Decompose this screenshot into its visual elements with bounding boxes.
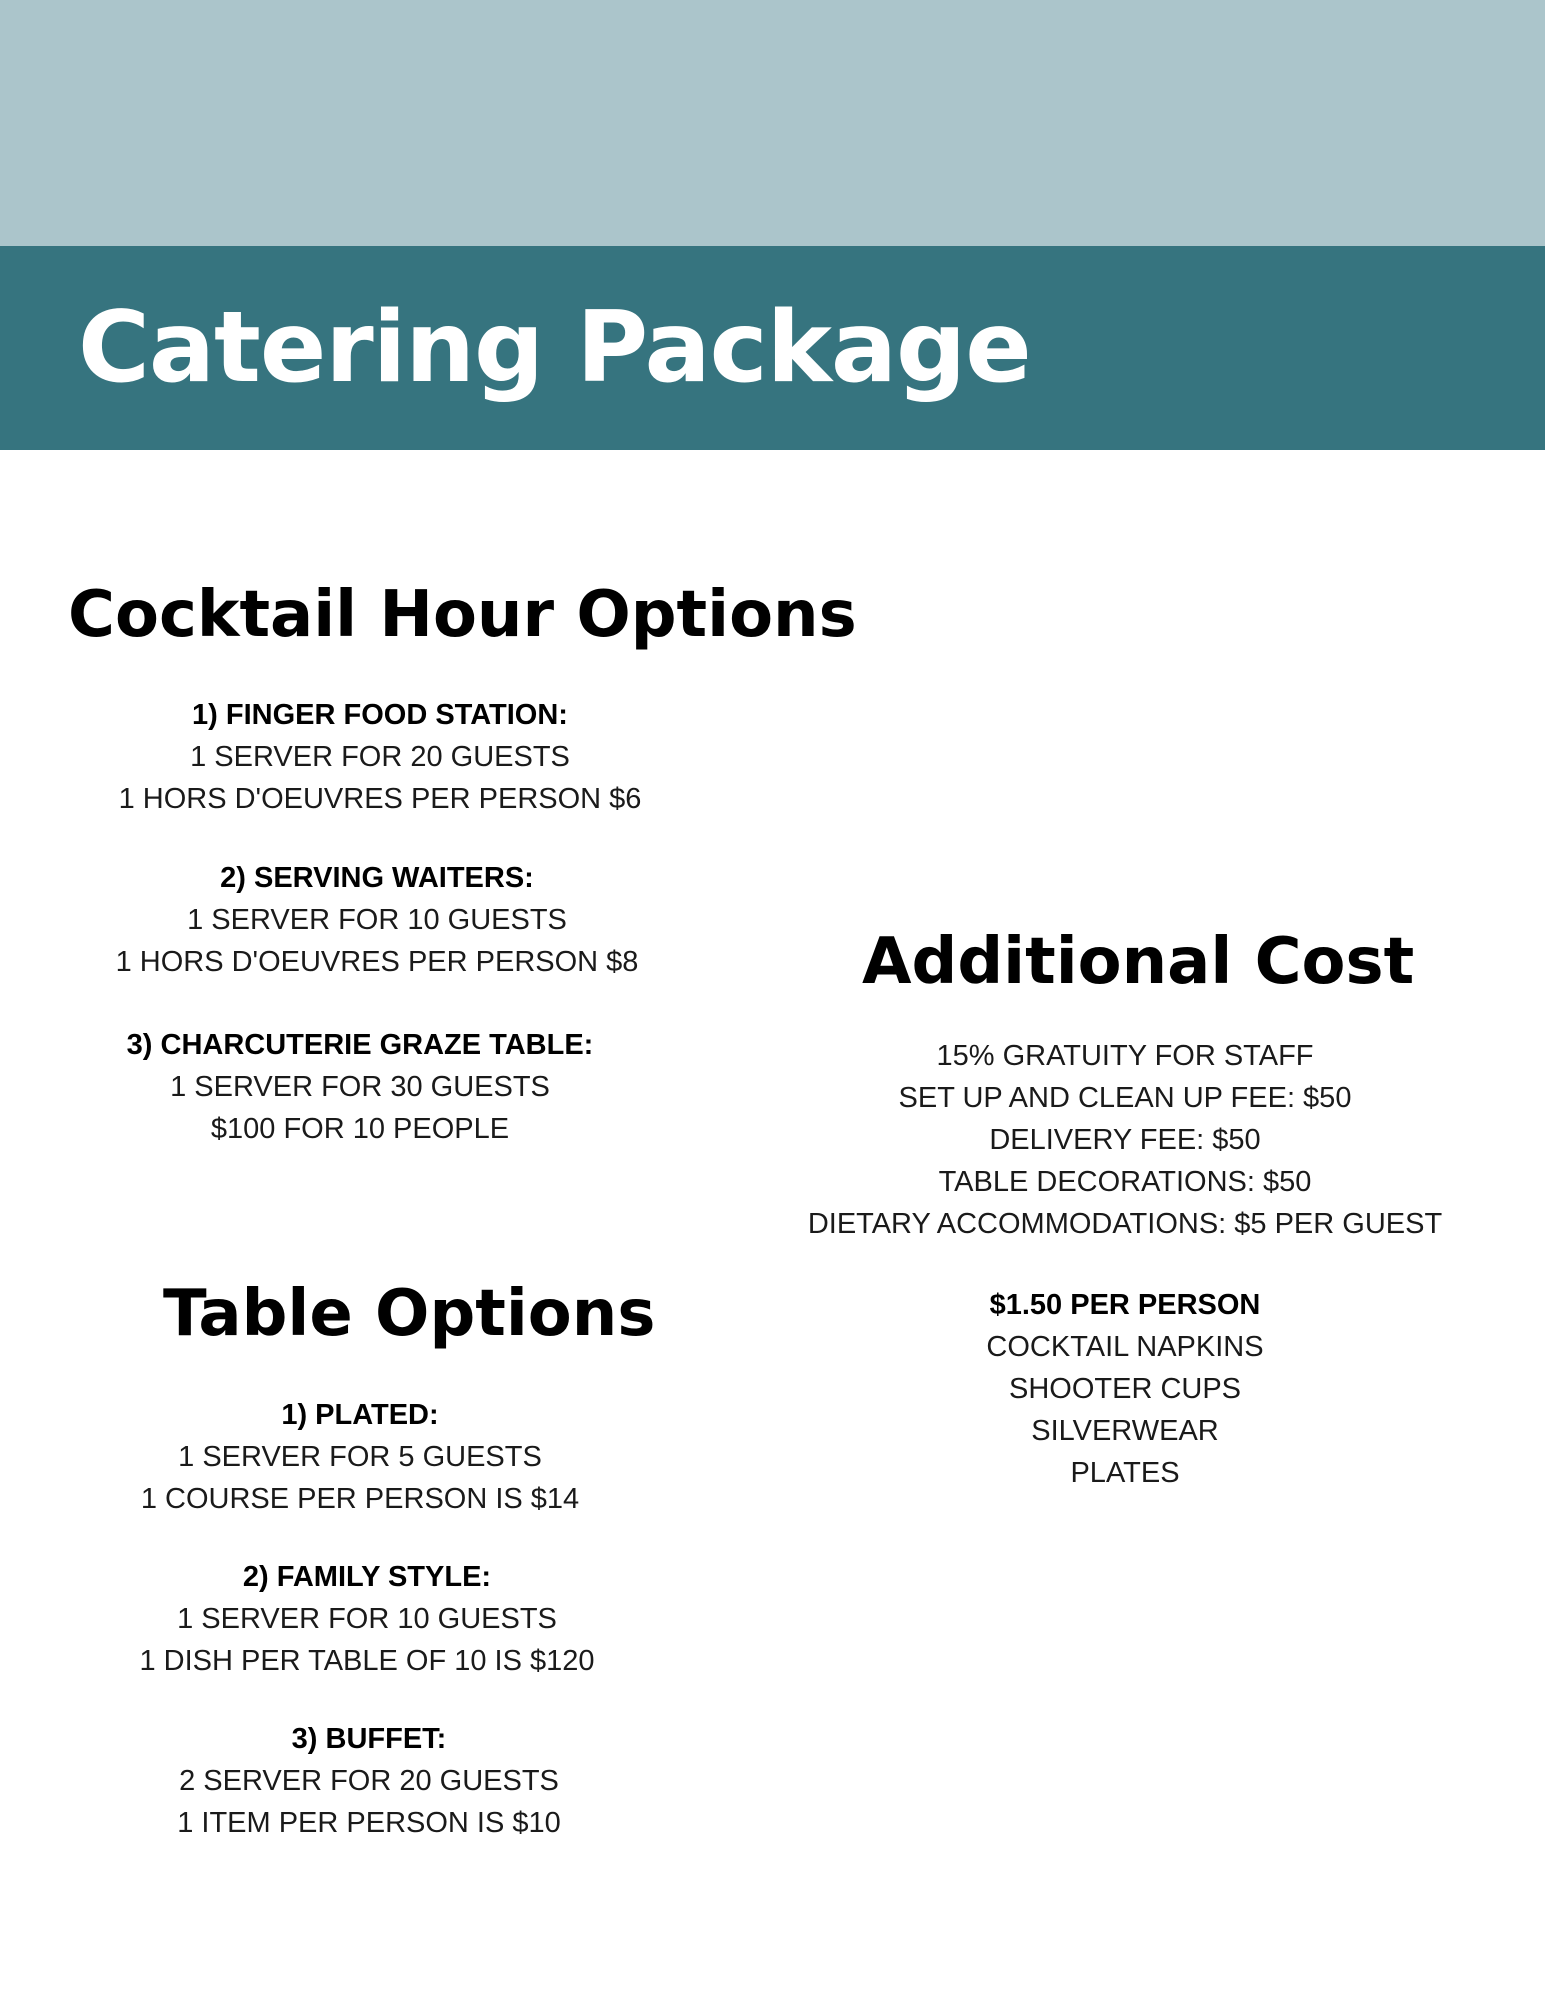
cocktail-option-2 bbox=[77, 857, 677, 983]
table-option-3 bbox=[69, 1718, 669, 1844]
cost-item: SET UP AND CLEAN UP FEE: $50 bbox=[898, 1082, 1352, 1114]
table-option-1 bbox=[60, 1394, 660, 1520]
option-detail: 1 SERVER FOR 10 GUESTS bbox=[187, 904, 567, 936]
cocktail-option-1 bbox=[80, 694, 680, 820]
cost-item: DIETARY ACCOMMODATIONS: $5 PER GUEST bbox=[807, 1208, 1443, 1240]
supply-item: PLATES bbox=[1070, 1457, 1180, 1489]
cost-item: DELIVERY FEE: $50 bbox=[989, 1124, 1261, 1156]
option-detail: 1 SERVER FOR 30 GUESTS bbox=[170, 1071, 550, 1103]
option-detail: 1 COURSE PER PERSON IS $14 bbox=[140, 1483, 580, 1515]
option-detail: 1 HORS D'OEUVRES PER PERSON $8 bbox=[115, 946, 639, 978]
option-detail: 1 SERVER FOR 20 GUESTS bbox=[190, 741, 570, 773]
additional-cost-list bbox=[775, 1035, 1475, 1245]
option-title: 1) PLATED: bbox=[281, 1399, 439, 1431]
additional-cost-heading: Additional Cost bbox=[862, 925, 1415, 999]
cocktail-option-3 bbox=[60, 1024, 660, 1150]
supply-item: SHOOTER CUPS bbox=[1008, 1373, 1242, 1405]
page-title: Catering Package bbox=[78, 291, 1031, 405]
cocktail-hour-heading: Cocktail Hour Options bbox=[68, 578, 857, 652]
header-top-band bbox=[0, 0, 1545, 246]
cost-item: TABLE DECORATIONS: $50 bbox=[938, 1166, 1312, 1198]
option-title: 2) SERVING WAITERS: bbox=[220, 862, 534, 894]
option-detail: 1 HORS D'OEUVRES PER PERSON $6 bbox=[118, 783, 642, 815]
per-person-title: $1.50 PER PERSON bbox=[989, 1289, 1261, 1321]
supply-item: SILVERWEAR bbox=[1031, 1415, 1219, 1447]
option-title: 3) BUFFET: bbox=[291, 1723, 447, 1755]
table-options-heading: Table Options bbox=[163, 1277, 656, 1351]
option-detail: 1 ITEM PER PERSON IS $10 bbox=[177, 1807, 561, 1839]
option-title: 2) FAMILY STYLE: bbox=[242, 1561, 492, 1593]
option-detail: 1 SERVER FOR 5 GUESTS bbox=[178, 1441, 542, 1473]
option-detail: $100 FOR 10 PEOPLE bbox=[210, 1113, 510, 1145]
supply-item: COCKTAIL NAPKINS bbox=[986, 1331, 1264, 1363]
option-detail: 1 SERVER FOR 10 GUESTS bbox=[177, 1603, 557, 1635]
cost-item: 15% GRATUITY FOR STAFF bbox=[936, 1040, 1314, 1072]
option-detail: 2 SERVER FOR 20 GUESTS bbox=[179, 1765, 559, 1797]
option-detail: 1 DISH PER TABLE OF 10 IS $120 bbox=[139, 1645, 595, 1677]
per-person-supplies bbox=[775, 1284, 1475, 1494]
option-title: 1) FINGER FOOD STATION: bbox=[192, 699, 568, 731]
option-title: 3) CHARCUTERIE GRAZE TABLE: bbox=[126, 1029, 594, 1061]
table-option-2 bbox=[67, 1556, 667, 1682]
